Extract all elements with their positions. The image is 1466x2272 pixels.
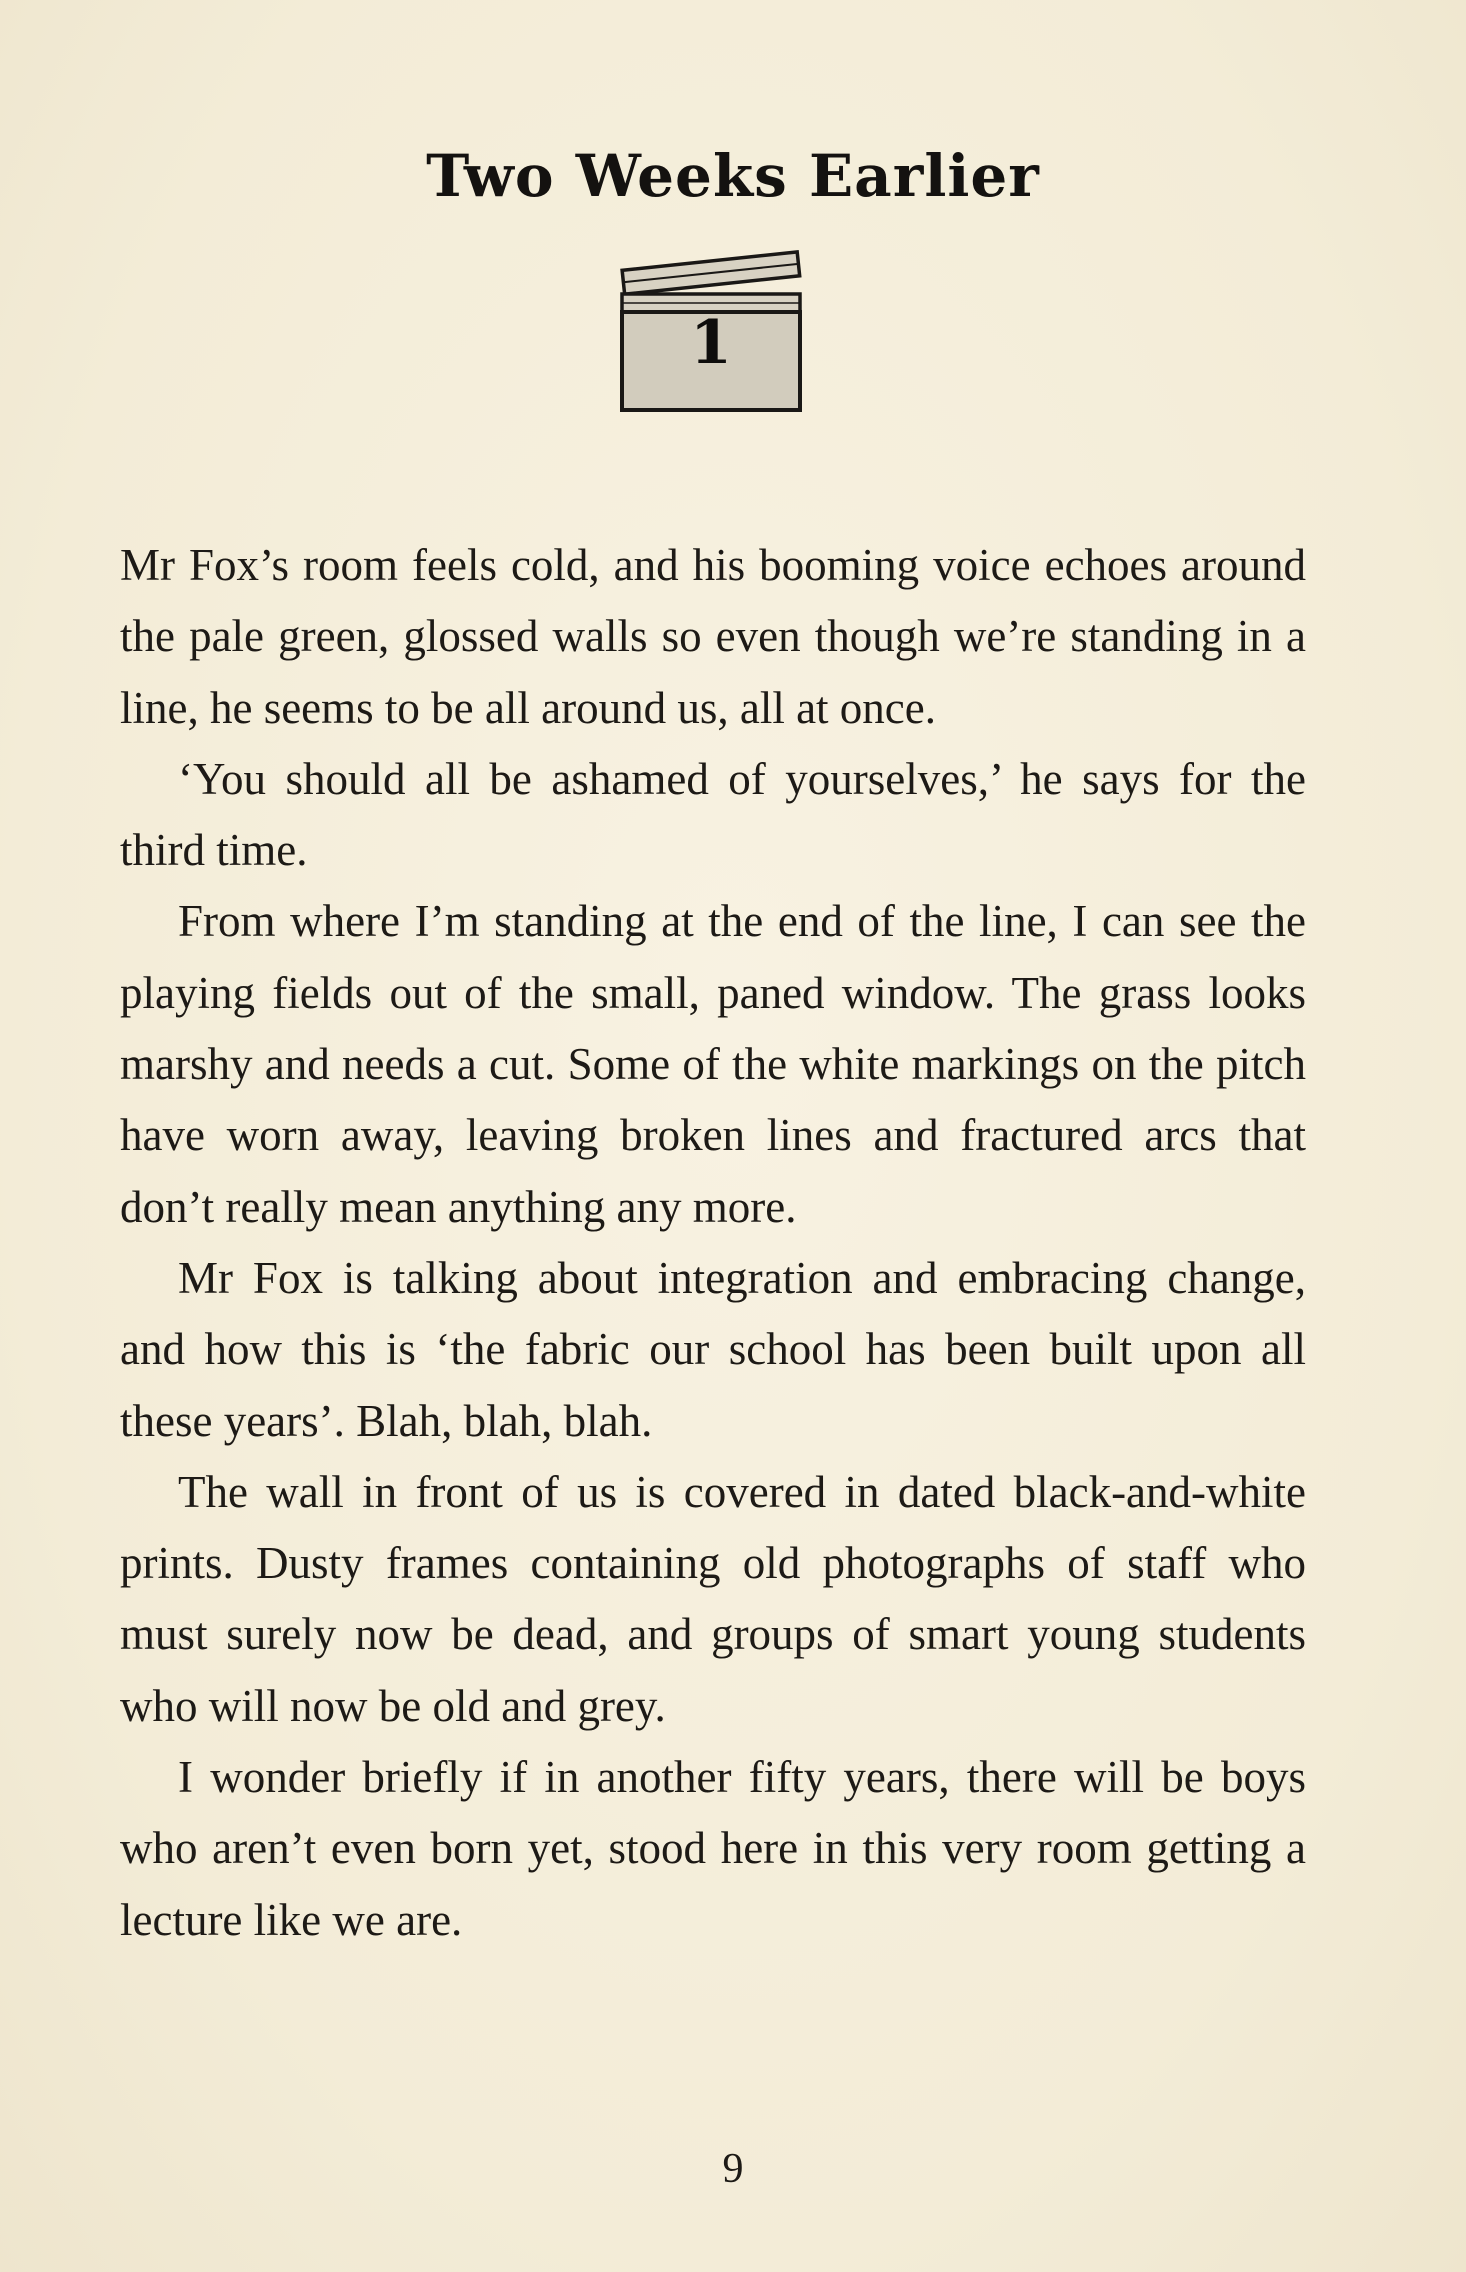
paragraph: From where I’m standing at the end of the line, I can see the playing fields out of the small, paned window. The grass looks marshy and needs a cut. Some of the white markings on the pitch have worn away, leaving broken lines and fractured arcs that don’t really mean anything any more. [120, 896, 1306, 1232]
paragraph: Mr Fox’s room feels cold, and his booming voice echoes around the pale green, glossed walls so even though we’re standing in a line, he seems to be all around us, all at once. [120, 540, 1306, 733]
page-number: 9 [722, 2146, 744, 2192]
paragraph: The wall in front of us is covered in dated black-and-white prints. Dusty frames containing old photographs of staff who must surely now be dead, and groups of smart young students who will now be old and grey. [120, 1466, 1306, 1731]
body-text [120, 530, 1306, 1956]
paragraph: Mr Fox is talking about integration and embracing change, and how this is ‘the fabric our school has been built upon all these years’. Blah, blah, blah. [120, 1252, 1306, 1446]
paragraph: ‘You should all be ashamed of yourselves,’ he says for the third time. [120, 753, 1306, 876]
chapter-number: 1 [690, 308, 732, 378]
chapter-heading: Two Weeks Earlier [426, 142, 1040, 210]
paragraph: I wonder briefly if in another fifty years, there will be boys who aren’t even born yet, stood here in this very room getting a lecture like we are. [120, 1752, 1306, 1945]
